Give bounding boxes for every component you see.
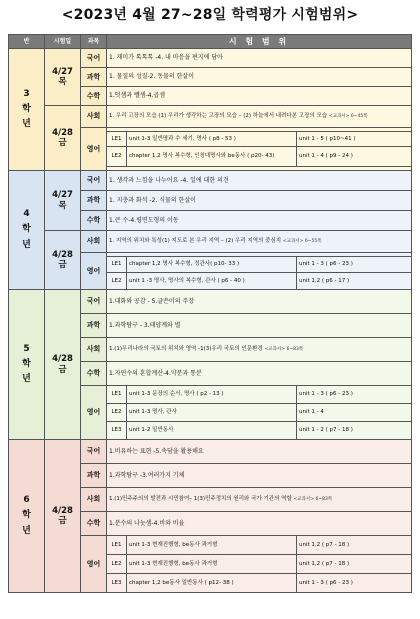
le2-book-1: chapter 1,2 명사 복수형, 인칭대명사와 be동사 ( p20- 43) [127,147,297,167]
subject-korean: 국어 [81,171,107,191]
level-le1: LE1 [107,257,127,273]
subject-science: 과학 [81,464,107,488]
level-le2: LE2 [107,147,127,167]
scope-science: 1. 물질의 성질-2. 동물의 한살이 [107,68,412,87]
subject-science: 과학 [81,314,107,338]
grade-3-date-1: 4/27 목 [45,49,81,106]
page-title: <2023년 4월 27~28일 학력평가 시험범위> [61,7,359,23]
scope-science: 1. 지층과 화석 -2. 식물의 한살이 [107,191,412,211]
subject-math: 수학 [81,512,107,536]
level-le1: LE1 [107,132,127,147]
subject-korean: 국어 [81,49,107,68]
grade-3-label: 3 학 년 [9,49,45,171]
subject-math: 수학 [81,211,107,231]
level-le2: LE2 [107,555,127,574]
grade-5-date: 4/28 금 [45,290,81,440]
table-row [9,440,412,464]
le2-book-2: unit 1,2 ( p6 - 17 ) [297,273,412,290]
subject-math: 수학 [81,362,107,386]
scope-korean: 1.대화와 공감 - 5.글쓴이의 주장 [107,290,412,314]
le1-book-2: unit 1 - 3 ( p6 - 23 ) [297,386,412,404]
scope-social-note: <교과서> 6~45쪽 [328,114,368,120]
le3-book-1: chapter 1,2 be동사 일반동사 ( p12- 38 ) [127,574,297,593]
level-le3: LE3 [107,574,127,593]
table-row [9,106,412,128]
le1-book-1: chapter 1,2 명사 복수형, 정관사( p10- 33 ) [127,257,297,273]
le1-book-2: unit 1 - 3 ( p6 - 23 ) [297,257,412,273]
subject-korean: 국어 [81,290,107,314]
header-subject: 과목 [81,35,107,49]
grade-6-date: 4/28 금 [45,440,81,593]
level-le3: LE3 [107,422,127,440]
header-date: 시험일 [45,35,81,49]
table-row [9,290,412,314]
subject-english: 영어 [81,253,107,290]
subject-social: 사회 [81,338,107,362]
scope-social: 1.(1)우리나라의 국토의 위치와 영역 -1(3)우리 국토의 인문환경 <교과서> 6~83쪽 [107,338,412,362]
scope-korean: 1. 생각과 느낌을 나누어요 -4. 일에 대한 의견 [107,171,412,191]
grade-6-label: 6 학 년 [9,440,45,593]
subject-social: 사회 [81,106,107,128]
scope-math: 1.자연수의 혼합계산-4.약분과 통분 [107,362,412,386]
grade-4-date-1: 4/27 목 [45,171,81,231]
scope-korean: 1. 재미가 톡톡톡 -4. 내 마음을 편지에 담아 [107,49,412,68]
subject-social: 사회 [81,231,107,253]
grade-4-label: 4 학 년 [9,171,45,290]
scope-math: 1.분수의 나눗셈-4.비와 비율 [107,512,412,536]
scope-math: 1.덧셈과 뺄셈-4.곱셈 [107,87,412,106]
le2-book-1: unit 1 -3 명사, 명사의 복수형, 관사 ( p6 - 40 ) [127,273,297,290]
scope-social-note: <교과서> 6~83쪽 [264,347,304,353]
scope-social: 1. 우리 고장의 모습 (1) 우리가 생각하는 고장의 모습 – (2) 하늘에서 내려다본 고장의 모습 <교과서> 6~45쪽 [107,106,412,128]
grade-3-date-2: 4/28 금 [45,106,81,171]
le1-book-1: unit 1-3 문장의 순서, 명사 ( p2 - 13 ) [127,386,297,404]
le3-book-2: unit 1 - 3 ( p6 - 23 ) [297,574,412,593]
subject-math: 수학 [81,87,107,106]
level-le2: LE2 [107,404,127,422]
le1-book-2: unit 1,2 ( p7 - 18 ) [297,536,412,555]
scope-social: 1.(1)민주주의의 발전과 시민참여– 1(3)민주정치의 원리와 국가 기관의 역할 <교과서> 6~83쪽 [107,488,412,512]
le1-book-2: unit 1 - 5 ( p10~41 ) [297,132,412,147]
le1-book-1: unit 1-3 일반명과 수 세기, 명사 ( p8 - 53 ) [127,132,297,147]
level-le1: LE1 [107,536,127,555]
exam-scope-table [8,34,412,593]
subject-english: 영어 [81,536,107,593]
subject-science: 과학 [81,191,107,211]
scope-social-note: <교과서> 6~55쪽 [282,239,322,245]
scope-science: 1.과학탐구 - 3.태양계와 별 [107,314,412,338]
le2-book-1: unit 1-3 현재진행형, be동사 과거형 [127,555,297,574]
scope-science: 1.과학탐구 -3.여러가지 기체 [107,464,412,488]
le2-book-2: unit 1 - 4 [297,404,412,422]
table-row [9,171,412,191]
table-row [9,49,412,68]
subject-korean: 국어 [81,440,107,464]
header-grade: 반 [9,35,45,49]
level-le2: LE2 [107,273,127,290]
grade-4-date-2: 4/28 금 [45,231,81,290]
le3-book-2: unit 1 - 2 ( p7 - 18 ) [297,422,412,440]
scope-social-note: <교과서> 6~83쪽 [293,497,333,503]
subject-social: 사회 [81,488,107,512]
subject-science: 과학 [81,68,107,87]
scope-math: 1.큰 수-4.평면도형의 이동 [107,211,412,231]
le2-book-2: unit 1,2 ( p7 - 18 ) [297,555,412,574]
header-scope: 시 험 범 위 [107,35,412,49]
table-row [9,231,412,253]
scope-korean: 1.비유하는 표현 -5.속담을 활용해요 [107,440,412,464]
le1-book-1: unit 1-3 현재진행형, be동사 과거형 [127,536,297,555]
table-header-row [9,35,412,49]
level-le1: LE1 [107,386,127,404]
le3-book-1: unit 1-2 일반동사 [127,422,297,440]
le2-book-1: unit 1-3 명사, 관사 [127,404,297,422]
scope-social: 1. 지역의 위치와 특성(1) 지도로 본 우리 지역 – (2) 우리 지역의 중심지 <교과서> 6~55쪽 [107,231,412,253]
grade-5-label: 5 학 년 [9,290,45,440]
subject-english: 영어 [81,386,107,440]
le2-book-2: unit 1 - 4 ( p9 - 24 ) [297,147,412,167]
subject-english: 영어 [81,128,107,171]
